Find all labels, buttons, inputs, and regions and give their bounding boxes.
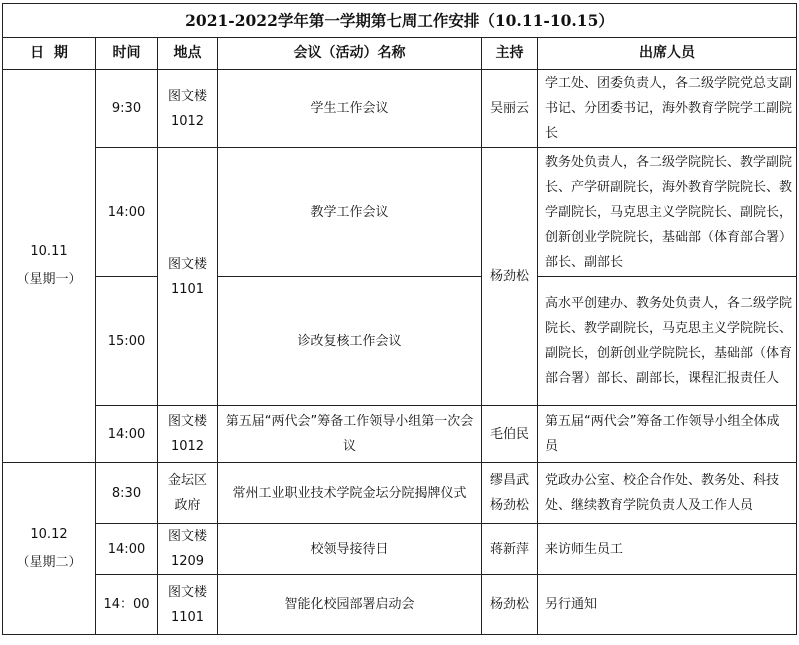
table-row bbox=[3, 70, 797, 148]
date-cell bbox=[3, 70, 96, 463]
time-cell: 15:00 bbox=[96, 277, 158, 406]
time-cell: 14:00 bbox=[96, 406, 158, 463]
title-row bbox=[3, 4, 797, 38]
header-host: 主持 bbox=[482, 38, 538, 70]
host-cell: 缪昌武 杨劲松 bbox=[482, 463, 538, 524]
schedule-table bbox=[2, 3, 797, 635]
header-time: 时间 bbox=[96, 38, 158, 70]
place-cell: 图文楼 1012 bbox=[158, 406, 218, 463]
date-label: 10.11 bbox=[30, 244, 68, 259]
attendees-cell: 另行通知 bbox=[538, 575, 797, 635]
place-cell: 金坛区 政府 bbox=[158, 463, 218, 524]
header-attendees: 出席人员 bbox=[538, 38, 797, 70]
table-row bbox=[3, 575, 797, 635]
host-cell: 杨劲松 bbox=[482, 148, 538, 406]
host-cell: 蒋新萍 bbox=[482, 524, 538, 575]
header-date: 日 期 bbox=[3, 38, 96, 70]
event-name-cell: 学生工作会议 bbox=[218, 70, 482, 148]
header-place: 地点 bbox=[158, 38, 218, 70]
table-row bbox=[3, 463, 797, 524]
weekday-label: （星期一） bbox=[16, 272, 82, 287]
attendees-cell: 教务处负责人，各二级学院院长、教学副院长、产学研副院长，海外教育学院院长、教学副院长，马克思主义学院院长、副院长，创新创业学院院长，基础部（体育部合署）部长、副部长 bbox=[538, 148, 797, 277]
place-cell: 图文楼 1209 bbox=[158, 524, 218, 575]
time-cell: 14:00 bbox=[96, 524, 158, 575]
place-cell: 图文楼 1012 bbox=[158, 70, 218, 148]
attendees-cell: 党政办公室、校企合作处、教务处、科技处、继续教育学院负责人及工作人员 bbox=[538, 463, 797, 524]
table-row bbox=[3, 524, 797, 575]
attendees-cell: 学工处、团委负责人，各二级学院党总支副书记、分团委书记，海外教育学院学工副院长 bbox=[538, 70, 797, 148]
time-cell: 9:30 bbox=[96, 70, 158, 148]
event-name-cell: 校领导接待日 bbox=[218, 524, 482, 575]
event-name-cell: 诊改复核工作会议 bbox=[218, 277, 482, 406]
event-name-cell: 教学工作会议 bbox=[218, 148, 482, 277]
date-label: 10.12 bbox=[30, 526, 68, 542]
time-cell: 8:30 bbox=[96, 463, 158, 524]
event-name-cell: 常州工业职业技术学院金坛分院揭牌仪式 bbox=[218, 463, 482, 524]
table-row bbox=[3, 148, 797, 277]
weekday-label: （星期二） bbox=[16, 554, 82, 570]
header-row bbox=[3, 38, 797, 70]
attendees-cell: 第五届“两代会”筹备工作领导小组全体成员 bbox=[538, 406, 797, 463]
schedule-title: 2021-2022学年第一学期第七周工作安排（10.11-10.15） bbox=[3, 4, 797, 38]
table-row bbox=[3, 406, 797, 463]
place-cell: 图文楼 1101 bbox=[158, 575, 218, 635]
header-name: 会议（活动）名称 bbox=[218, 38, 482, 70]
date-cell bbox=[3, 463, 96, 635]
time-cell: 14:00 bbox=[96, 148, 158, 277]
event-name-cell: 第五届“两代会”筹备工作领导小组第一次会议 bbox=[218, 406, 482, 463]
attendees-cell: 来访师生员工 bbox=[538, 524, 797, 575]
host-cell: 杨劲松 bbox=[482, 575, 538, 635]
host-cell: 毛伯民 bbox=[482, 406, 538, 463]
host-cell: 吴丽云 bbox=[482, 70, 538, 148]
event-name-cell: 智能化校园部署启动会 bbox=[218, 575, 482, 635]
attendees-cell: 高水平创建办、教务处负责人，各二级学院院长、教学副院长，马克思主义学院院长、副院长，创新创业学院院长，基础部（体育部合署）部长、副部长，课程汇报责任人 bbox=[538, 277, 797, 406]
table-row bbox=[3, 277, 797, 406]
time-cell: 14：00 bbox=[96, 575, 158, 635]
place-cell: 图文楼 1101 bbox=[158, 148, 218, 406]
